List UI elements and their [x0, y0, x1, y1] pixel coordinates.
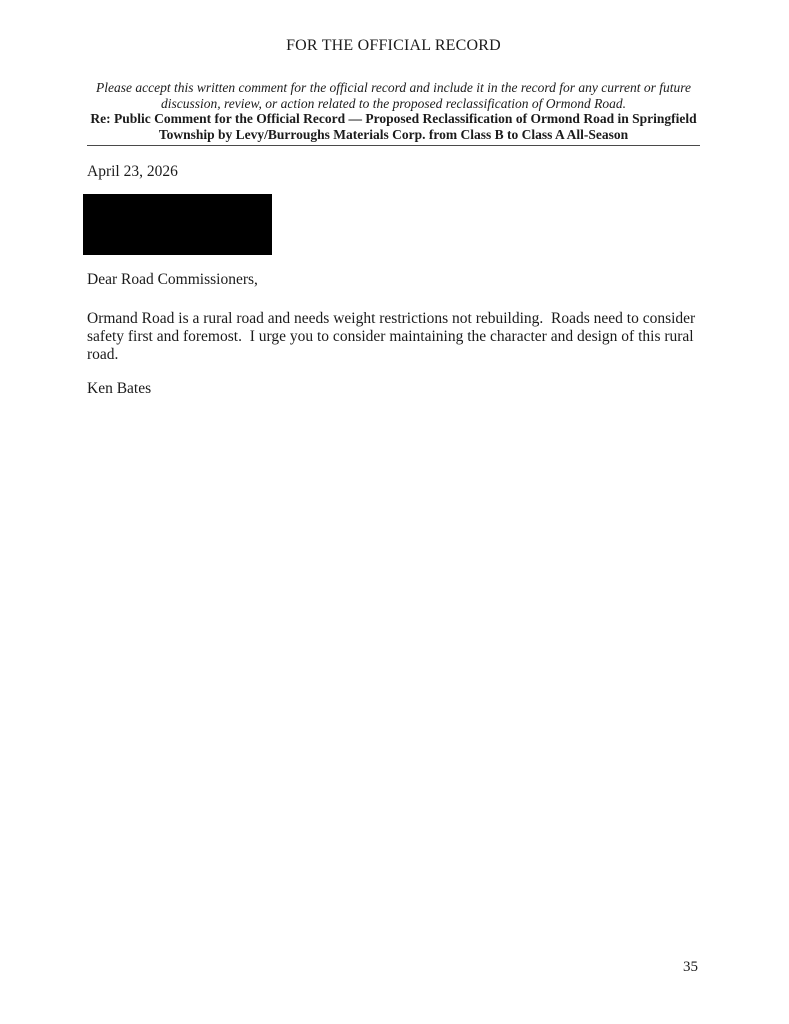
letter-body: Ormand Road is a rural road and needs weight restrictions not rebuilding. Roads need to consider safety first and foremost. I urge you to consider maintaining the character and design of this rural road.: [87, 310, 700, 363]
letter-date: April 23, 2026: [87, 163, 178, 180]
notice-line-1: Please accept this written comment for the official record and include it in the record for any current or future: [95, 80, 691, 95]
page-number: 35: [683, 959, 698, 975]
official-record-notice: [87, 80, 700, 111]
notice-line-2: discussion, review, or action related to the proposed reclassification of Ormond Road.: [161, 95, 626, 111]
redaction-box: [83, 194, 272, 255]
subject-line-2: Township by Levy/Burroughs Materials Corp. from Class B to Class A All-Season: [158, 126, 629, 142]
header-divider: [87, 145, 700, 146]
subject-line-1: Re: Public Comment for the Official Record — Proposed Reclassification of Ormond Road in Springfield: [90, 111, 697, 126]
signature-name: Ken Bates: [87, 380, 152, 397]
document-title: FOR THE OFFICIAL RECORD: [286, 37, 501, 54]
salutation: Dear Road Commissioners,: [87, 271, 258, 288]
subject-re-line: [87, 111, 700, 142]
